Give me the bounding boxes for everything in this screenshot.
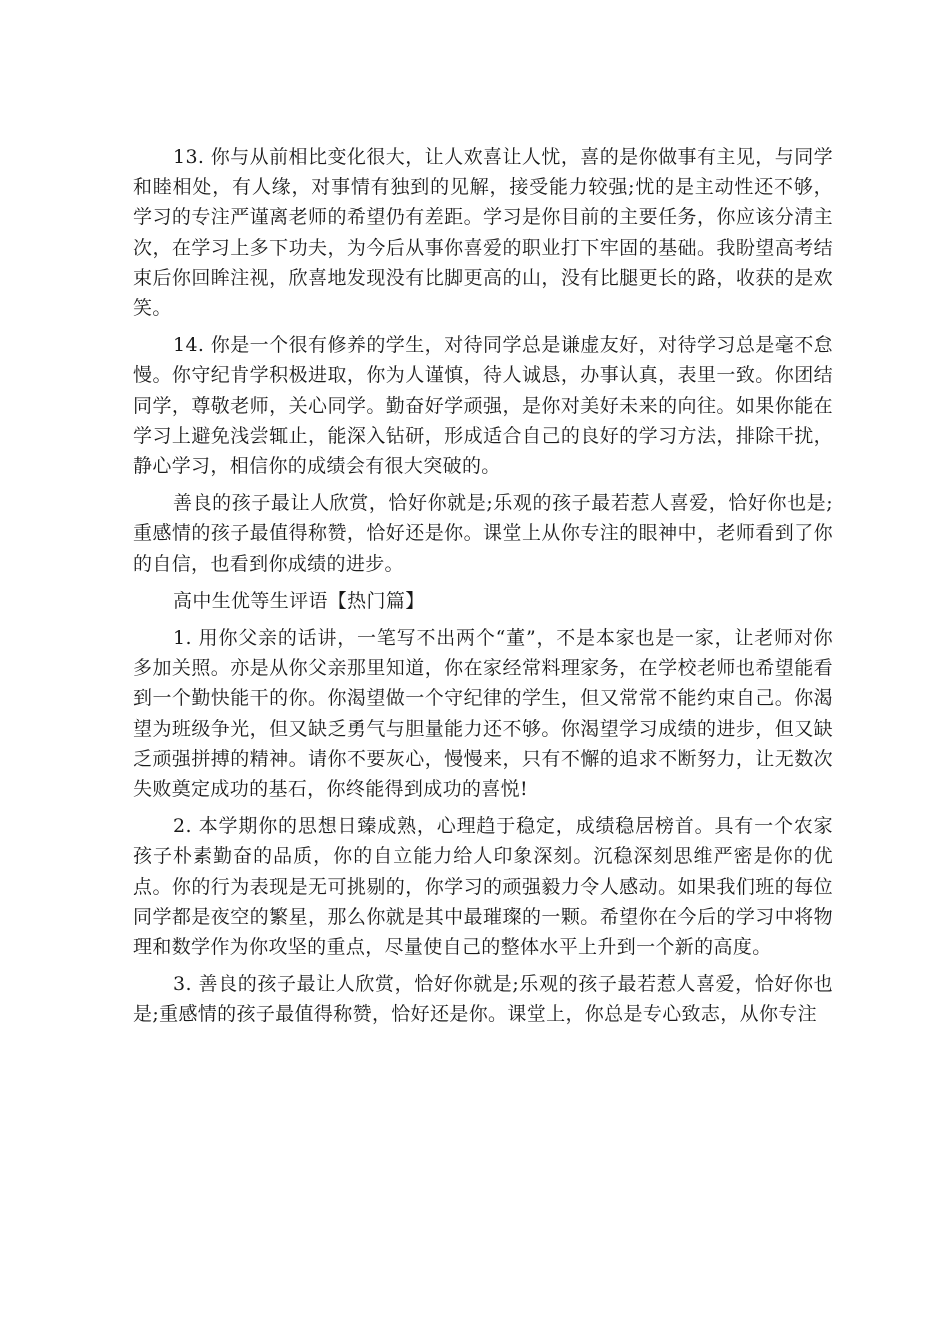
- section-heading: 高中生优等生评语【热门篇】: [173, 589, 425, 612]
- paragraph-14: 14. 你是一个很有修养的学生，对待同学总是谦虚友好，对待学习总是毫不怠慢。你守纪肯学积极进取，你为人谨慎，待人诚恳，办事认真，表里一致。你团结同学，尊敬老师，关心同学。勤奋好学顽强，是你对美好未来的向往。如果你能在学习上避免浅尝辄止，能深入钻研，形成适合自己的良好的学习方法，排除干扰，静心学习，相信你的成绩会有很大突破的。: [133, 334, 833, 478]
- document-body: [133, 142, 833, 1037]
- paragraph-3: 3. 善良的孩子最让人欣赏，恰好你就是;乐观的孩子最若惹人喜爱，恰好你也是;重感情的孩子最值得称赞，恰好还是你。课堂上，你总是专心致志，从你专注: [133, 973, 833, 1026]
- paragraph-1: 1. 用你父亲的话讲，一笔写不出两个“董”，不是本家也是一家，让老师对你多加关照。亦是从你父亲那里知道，你在家经常料理家务，在学校老师也希望能看到一个勤快能干的你。你渴望做一个守纪律的学生，但又常常不能约束自己。你渴望为班级争光，但又缺乏勇气与胆量能力还不够。你渴望学习成绩的进步，但又缺乏顽强拼搏的精神。请你不要灰心，慢慢来，只有不懈的追求不断努力，让无数次失败奠定成功的基石，你终能得到成功的喜悦!: [133, 627, 833, 801]
- paragraph-kind-child: 善良的孩子最让人欣赏，恰好你就是;乐观的孩子最若惹人喜爱，恰好你也是;重感情的孩子最值得称赞，恰好还是你。课堂上从你专注的眼神中，老师看到了你的自信，也看到你成绩的进步。: [133, 492, 833, 575]
- paragraph-2: 2. 本学期你的思想日臻成熟，心理趋于稳定，成绩稳居榜首。具有一个农家孩子朴素勤奋的品质，你的自立能力给人印象深刻。沉稳深刻思维严密是你的优点。你的行为表现是无可挑剔的，你学习的顽强毅力令人感动。如果我们班的每位同学都是夜空的繁星，那么你就是其中最璀璨的一颗。希望你在今后的学习中将物理和数学作为你攻坚的重点，尽量使自己的整体水平上升到一个新的高度。: [133, 815, 833, 959]
- paragraph-13: 13. 你与从前相比变化很大，让人欢喜让人忧，喜的是你做事有主见，与同学和睦相处，有人缘，对事情有独到的见解，接受能力较强;忧的是主动性还不够，学习的专注严谨离老师的希望仍有差距。学习是你目前的主要任务，你应该分清主次，在学习上多下功夫，为今后从事你喜爱的职业打下牢固的基础。我盼望高考结束后你回眸注视，欣喜地发现没有比脚更高的山，没有比腿更长的路，收获的是欢笑。: [133, 146, 833, 320]
